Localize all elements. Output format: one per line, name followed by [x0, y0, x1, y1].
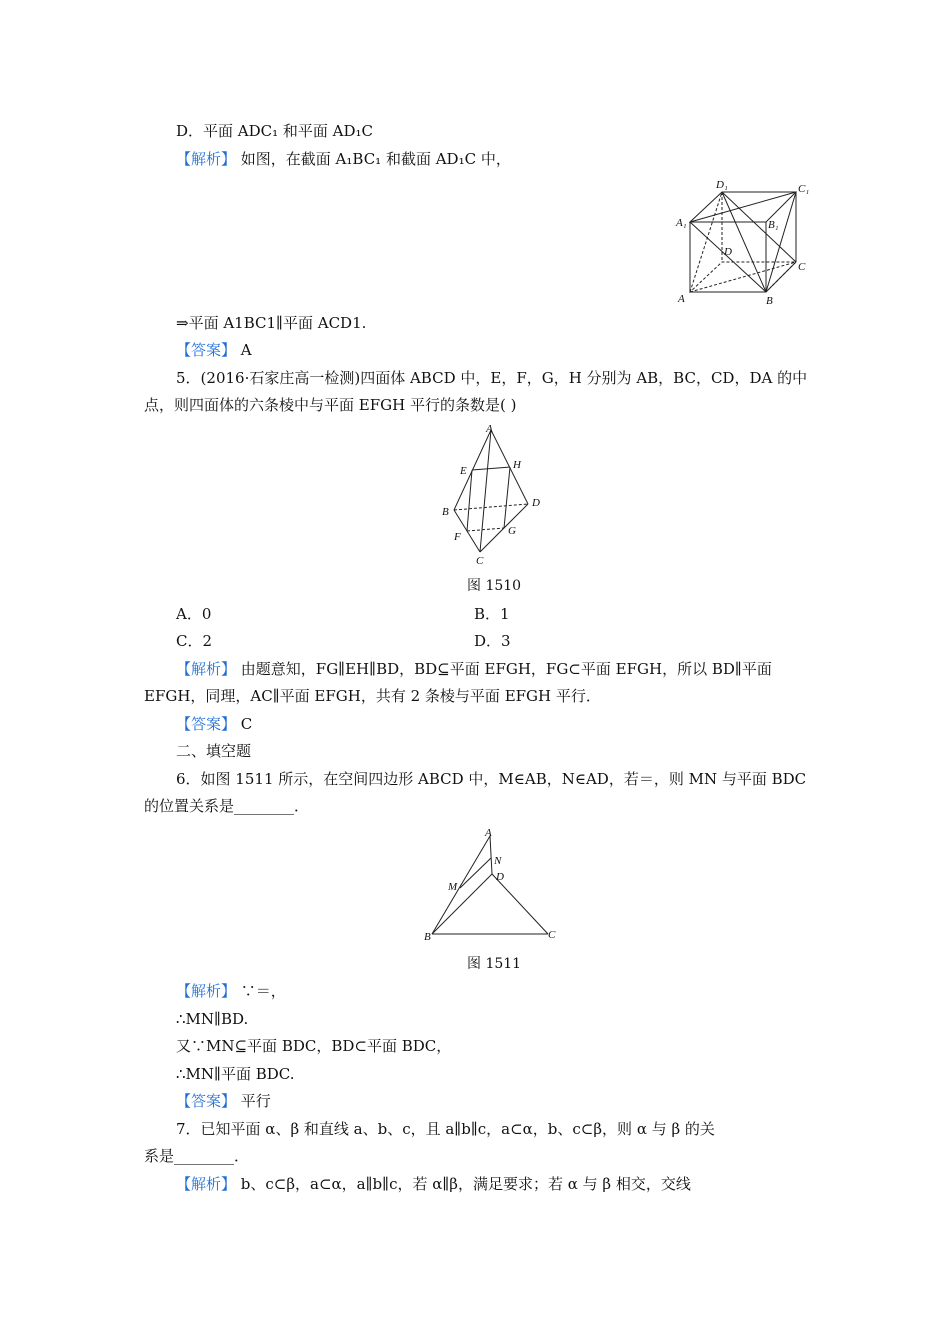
answer-line-6: [176, 1090, 271, 1112]
analysis-text-7: b、c⊂β，a⊂α，a∥b∥c，若 α∥β，满足要求；若 α 与 β 相交，交线: [236, 1175, 691, 1193]
cube-label-b: B: [766, 295, 773, 306]
answer-text: A: [236, 341, 252, 359]
tetra-label-d: D: [532, 497, 540, 509]
quad-label-c: C: [548, 929, 556, 941]
cube-label-d: D: [724, 246, 732, 258]
analysis-tag-7: 【解析】: [176, 1175, 237, 1193]
option-a: A．0: [176, 605, 212, 623]
cube-label-c1: C₁: [798, 183, 810, 195]
analysis-line-7: [176, 1173, 691, 1195]
analysis-text: 如图，在截面 A₁BC₁ 和截面 AD₁C 中，: [236, 150, 511, 168]
question-5-line1: 5．(2016·石家庄高一检测)四面体 ABCD 中，E，F，G，H 分别为 AB，BC，CD，DA 的中: [176, 369, 808, 387]
quad-label-b: B: [424, 931, 431, 943]
cube-label-a: A: [678, 293, 685, 305]
answer-line: [176, 339, 252, 361]
analysis-tag-5: 【解析】: [176, 660, 237, 678]
tetra-label-h: H: [513, 459, 521, 471]
quad-label-n: N: [494, 855, 502, 867]
analysis-tag-6: 【解析】: [176, 982, 237, 1000]
tetra-label-a: A: [486, 424, 493, 435]
cube-label-d1: D₁: [716, 179, 728, 191]
quad-label-d: D: [496, 871, 504, 883]
option-c: C．2: [176, 632, 213, 650]
cube-label-c: C: [798, 261, 806, 273]
analysis-text-5: 由题意知，FG∥EH∥BD，BD⊆平面 EFGH，FG⊂平面 EFGH，所以 BD∥平面: [236, 660, 772, 678]
tetra-label-g: G: [508, 525, 516, 537]
option-d2: D．3: [474, 632, 511, 650]
section-heading: 二、填空题: [176, 742, 252, 760]
cube-label-b1: B₁: [768, 219, 779, 231]
quad-label-m: M: [448, 881, 458, 893]
quad-label-a: A: [485, 827, 492, 839]
answer-text-5: C: [236, 715, 253, 733]
question-6-line1: 6．如图 1511 所示，在空间四边形 ABCD 中，M∈AB，N∈AD，若＝，则 MN 与平面 BDC: [176, 770, 807, 788]
tetra-label-c: C: [476, 555, 484, 567]
tetrahedron-figure: [436, 424, 546, 572]
tetra-label-f: F: [454, 531, 461, 543]
analysis-line-5b: EFGH，同理，AC∥平面 EFGH，共有 2 条棱与平面 EFGH 平行．: [144, 687, 601, 705]
analysis-line-6: [176, 980, 286, 1002]
analysis-text-6: ∵＝，: [236, 982, 286, 1000]
analysis-step-1: ∴MN∥BD.: [176, 1010, 249, 1028]
cube-figure: [674, 178, 814, 306]
cube-label-a1: A₁: [676, 217, 687, 229]
tetra-label-e: E: [460, 465, 467, 477]
answer-text-6: 平行: [236, 1092, 271, 1110]
option-b: B．1: [474, 605, 510, 623]
question-7-line2: 系是________．: [144, 1147, 250, 1165]
conclusion-line: ⇒平面 A1BC1∥平面 ACD1.: [176, 314, 367, 332]
question-7-line1: 7．已知平面 α、β 和直线 a、b、c，且 a∥b∥c，a⊂α，b、c⊂β，则 α 与 β 的关: [176, 1120, 715, 1138]
tetra-caption: 图 1510: [467, 578, 522, 594]
quadrilateral-figure: [420, 824, 560, 944]
question-6-line2: 的位置关系是________．: [144, 797, 310, 815]
analysis-step-2: 又∵MN⊆平面 BDC，BD⊂平面 BDC，: [176, 1037, 452, 1055]
analysis-tag: 【解析】: [176, 150, 237, 168]
option-d: D．平面 ADC₁ 和平面 AD₁C: [176, 122, 374, 140]
tetra-label-b: B: [442, 506, 449, 518]
answer-tag: 【答案】: [176, 341, 237, 359]
quad-caption: 图 1511: [467, 956, 522, 972]
analysis-step-3: ∴MN∥平面 BDC.: [176, 1065, 295, 1083]
analysis-line: [176, 148, 511, 170]
answer-tag-6: 【答案】: [176, 1092, 237, 1110]
question-5-line2: 点，则四面体的六条棱中与平面 EFGH 平行的条数是( ): [144, 396, 517, 414]
answer-line-5: [176, 713, 252, 735]
analysis-line-5: [176, 658, 772, 680]
answer-tag-5: 【答案】: [176, 715, 237, 733]
